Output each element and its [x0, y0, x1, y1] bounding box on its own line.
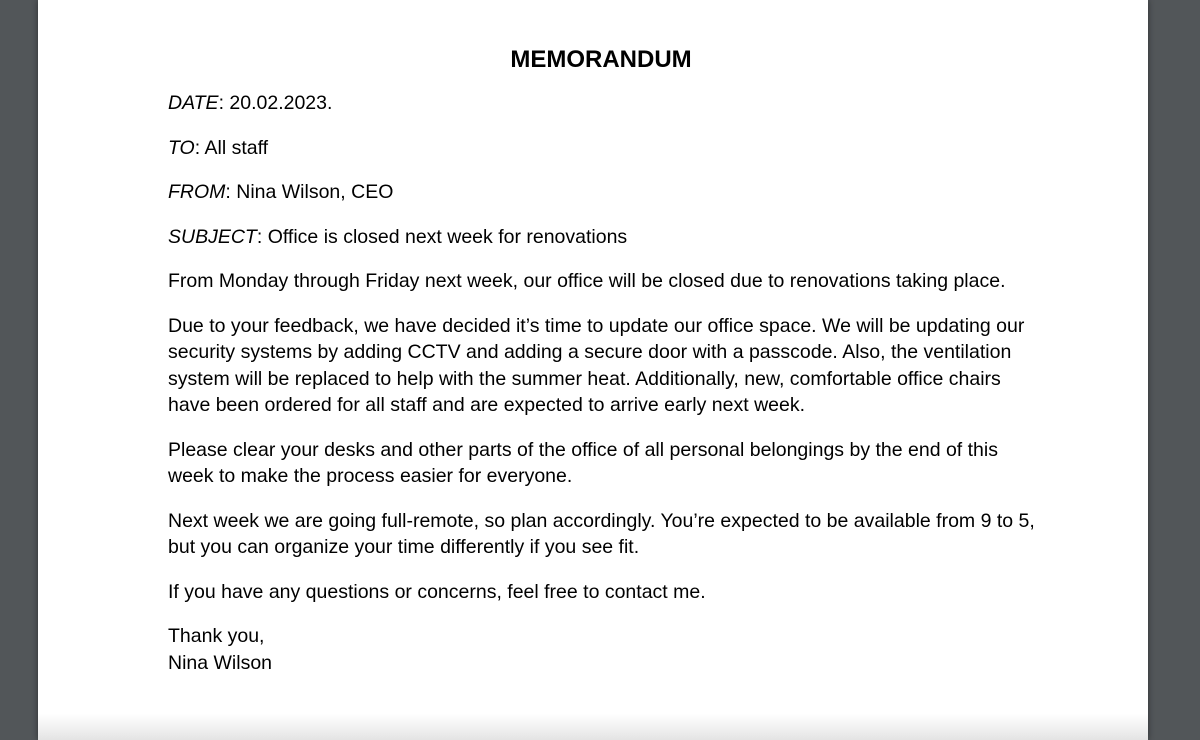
page-bottom-fade	[38, 714, 1148, 740]
date-label: DATE	[168, 92, 219, 114]
memo-from	[168, 179, 1038, 206]
subject-label: SUBJECT	[168, 225, 257, 248]
memo-title-text: MEMORANDUM	[510, 46, 692, 73]
to-label: TO	[168, 136, 195, 159]
memo-paragraph: If you have any questions or concerns, feel free to contact me.	[168, 580, 706, 603]
memo-title	[168, 44, 1038, 76]
memo-closing	[168, 623, 1038, 676]
memo-paragraph: From Monday through Friday next week, our office will be closed due to renovations taking place.	[168, 270, 1006, 292]
to-value: : All staff	[194, 136, 269, 159]
memo-content	[168, 44, 1038, 676]
memo-date	[168, 90, 1038, 117]
closing-line: Thank you,	[168, 625, 265, 647]
memo-paragraph: Next week we are going full-remote, so plan accordingly. You’re expected to be available from 9 to 5, but you can organize your time differently if you see fit.	[168, 509, 1035, 558]
memo-paragraph: Please clear your desks and other parts of the office of all personal belongings by the end of this week to make the process easier for everyone.	[168, 438, 998, 487]
from-value: : Nina Wilson, CEO	[225, 181, 394, 203]
signature-name: Nina Wilson	[168, 651, 273, 674]
date-value: : 20.02.2023.	[218, 92, 333, 114]
from-label: FROM	[168, 181, 226, 203]
subject-value: : Office is closed next week for renovations	[256, 225, 628, 248]
memo-paragraph: Due to your feedback, we have decided it’s time to update our office space. We will be updating our security systems by adding CCTV and adding a secure door with a passcode. Also, the ventilation system will be replaced to help with the summer heat. Additionally, new, comfortable office chairs have been ordered for all staff and are expected to arrive early next week.	[168, 314, 1025, 416]
document-page	[38, 0, 1148, 740]
memo-subject	[168, 224, 1038, 251]
memo-to	[168, 135, 1038, 162]
